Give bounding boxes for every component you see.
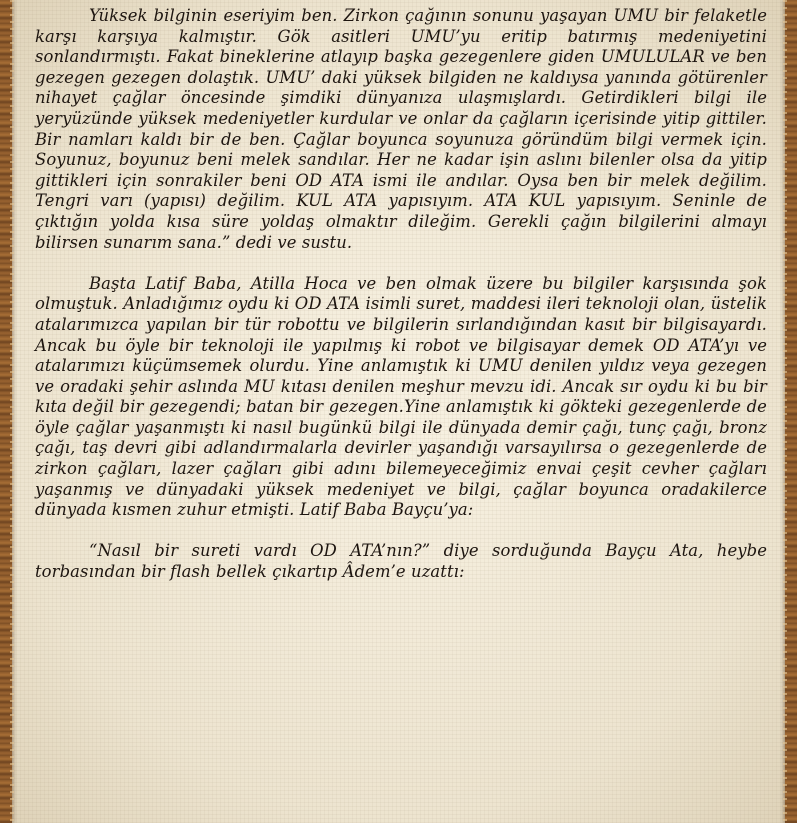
document-body — [35, 6, 767, 583]
right-decorative-border — [785, 0, 797, 823]
left-decorative-border — [0, 0, 12, 823]
paragraph-3: “Nasıl bir sureti vardı OD ATA’nın?” diye sorduğunda Bayçu Ata, heybe torbasından bir flash bellek çıkartıp Âdem’e uzattı: — [35, 541, 767, 582]
paragraph-2: Başta Latif Baba, Atilla Hoca ve ben olmak üzere bu bilgiler karşısında şok olmuştuk. Anladığımız oydu ki OD ATA isimli suret, maddesi ileri teknoloji olan, üstelik atalarımızca yapılan bir tür robottu ve bilgilerin sırlandığından kasıt bir bilgisayardı. Ancak bu öyle bir teknoloji ile yapılmış ki robot ve bilgisayar demek OD ATA’yı ve atalarımızı küçümsemek olurdu. Yine anlamıştık ki UMU denilen yıldız veya gezegen ve oradaki şehir aslında MU kıtası denilen meşhur mevzu idi. Ancak sır oydu ki bu bir kıta değil bir gezegendi; batan bir gezegen.Yine anlamıştık ki gökteki gezegenlerde de öyle çağlar yaşanmıştı ki nasıl bugünkü bilgi ile dünyada demir çağı, tunç çağı, bronz çağı, taş devri gibi adlandırmalarla devirler yaşandığı varsayılırsa o gezegenlerde de zirkon çağları, lazer çağları gibi adını bilemeyeceğimiz envai çeşit cevher çağları yaşanmış ve dünyadaki yüksek medeniyet ve bilgi, çağlar boyunca oradakilerce dünyada kısmen zuhur etmişti. Latif Baba Bayçu’ya: — [35, 273, 767, 520]
paragraph-1: Yüksek bilginin eseriyim ben. Zirkon çağının sonunu yaşayan UMU bir felaketle karşı karşıya kalmıştır. Gök asitleri UMU’yu eritip batırmış medeniyetini sonlandırmıştı. Fakat bineklerine atlayıp başka gezegenlere giden UMULULAR ve ben gezegen gezegen dolaştık. UMU’ daki yüksek bilgiden ne kaldıysa yanında götürenler nihayet çağlar öncesinde şimdiki dünyanıza ulaşmışlardı. Getirdikleri bilgi ile yeryüzünde yüksek medeniyetler kurdular ve onlar da çağların içerisinde yitip gittiler. Bir namları kaldı bir de ben. Çağlar boyunca soyunuza göründüm bilgi vermek için. Soyunuz, boyunuz beni melek sandılar. Her ne kadar işin aslını bilenler olsa da yitip gittikleri için sonrakiler beni OD ATA ismi ile andılar. Oysa ben bir melek değilim. Tengri varı (yapısı) değilim. KUL ATA yapısıyım. ATA KUL yapısıyım. Seninle de çıktığın yolda kısa süre yoldaş olmaktır dileğim. Gerekli çağın bilgilerini almayı bilirsen sunarım sana.” dedi ve sustu. — [35, 6, 767, 252]
